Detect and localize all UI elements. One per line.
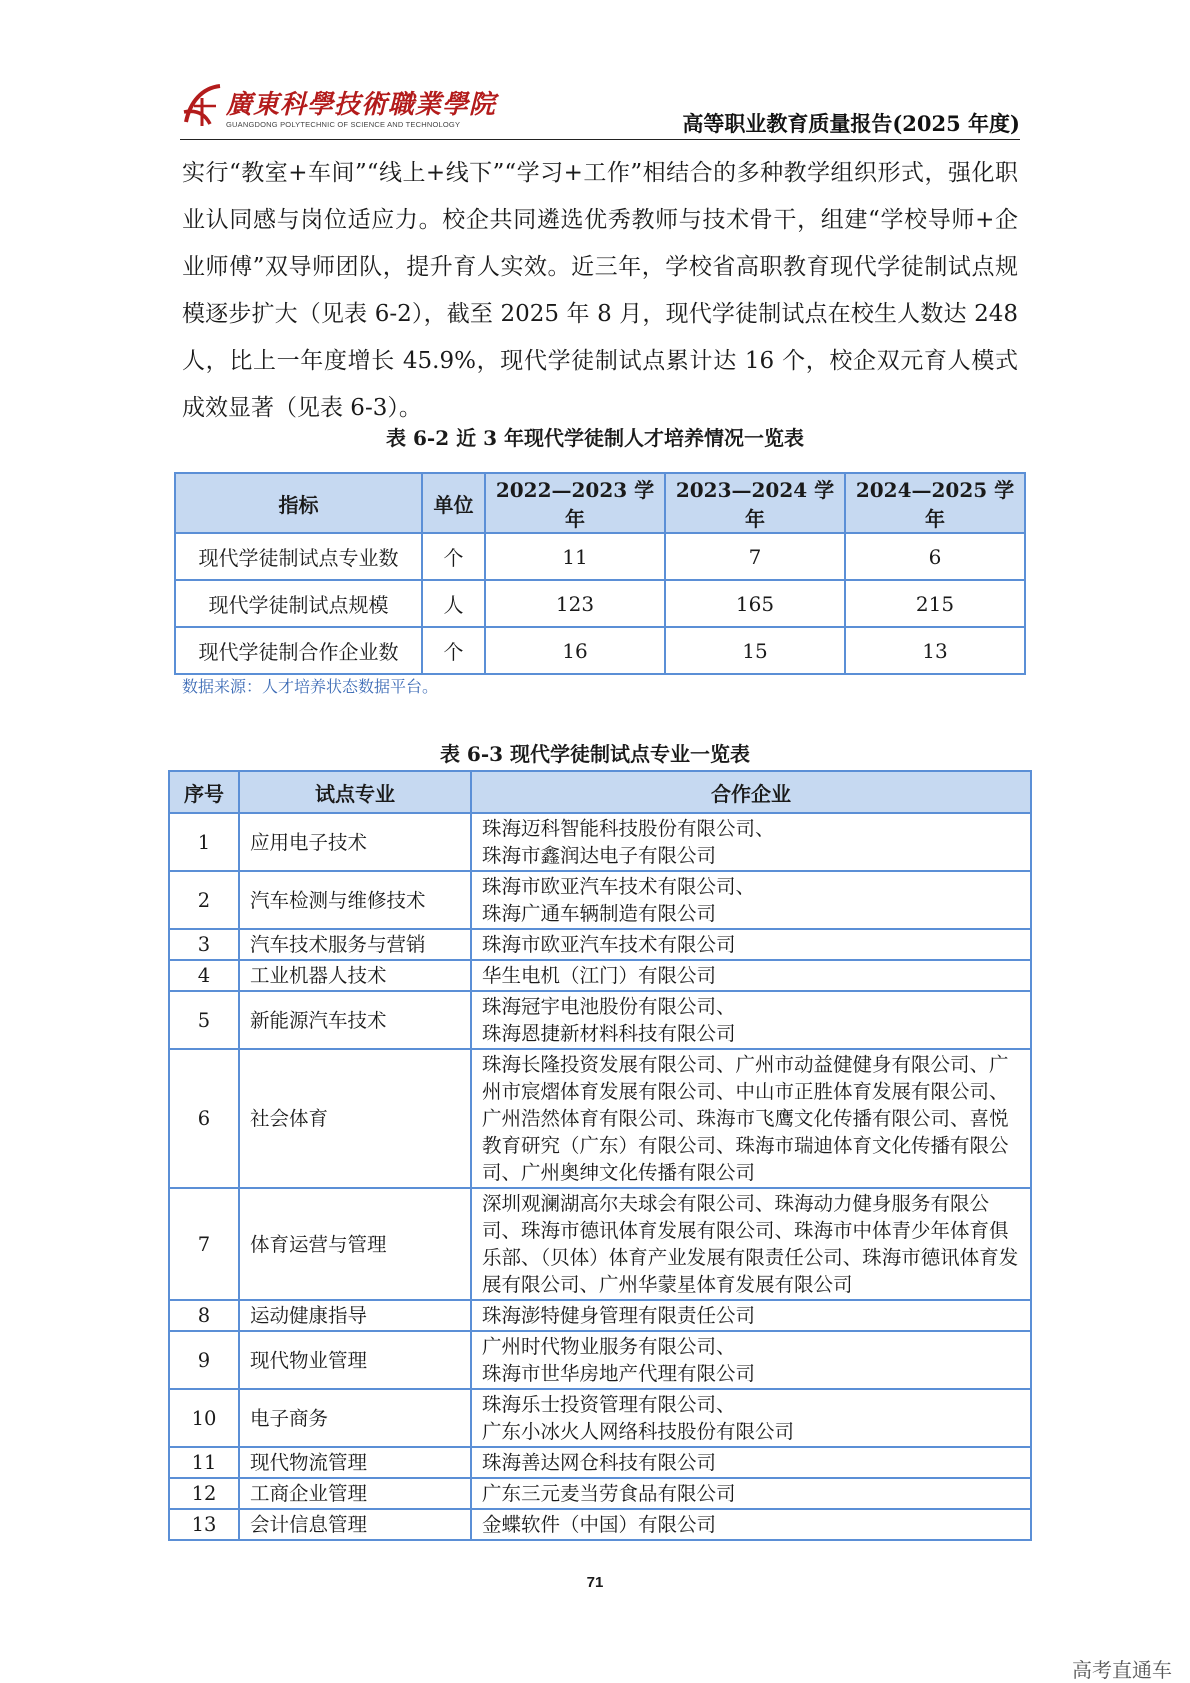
partner-enterprises: 珠海市欧亚汽车技术有限公司 [471,929,1031,960]
partner-enterprises: 广东三元麦当劳食品有限公司 [471,1478,1031,1509]
partner-enterprises: 珠海冠宇电池股份有限公司、 珠海恩捷新材料科技有限公司 [471,991,1031,1049]
cell: 人 [422,580,485,627]
partner-enterprises: 广州时代物业服务有限公司、 珠海市世华房地产代理有限公司 [471,1331,1031,1389]
table-6-2 [174,472,1026,675]
header-year-2023: 2023—2024 学年 [665,473,845,533]
cell: 123 [485,580,665,627]
logo-english-name: GUANGDONG POLYTECHNIC OF SCIENCE AND TECHNOLOGY [226,120,461,129]
row-index: 3 [169,929,239,960]
row-index: 10 [169,1389,239,1447]
cell: 7 [665,533,845,580]
header-unit: 单位 [422,473,485,533]
pilot-major: 社会体育 [239,1049,471,1188]
data-source-note: 数据来源：人才培养状态数据平台。 [182,677,439,696]
row-index: 2 [169,871,239,929]
header-index: 序号 [169,771,239,813]
pilot-major: 工业机器人技术 [239,960,471,991]
page-number: 71 [586,1574,604,1591]
table-row [169,1331,1031,1389]
cell: 11 [485,533,665,580]
table-row [169,871,1031,929]
partner-enterprises: 珠海市欧亚汽车技术有限公司、 珠海广通车辆制造有限公司 [471,871,1031,929]
row-index: 7 [169,1188,239,1300]
pilot-major: 汽车技术服务与营销 [239,929,471,960]
table-row [169,1389,1031,1447]
pilot-major: 应用电子技术 [239,813,471,871]
table-row [169,1509,1031,1540]
cell: 个 [422,533,485,580]
row-index: 6 [169,1049,239,1188]
table-row [175,627,1025,674]
cell: 现代学徒制合作企业数 [175,627,422,674]
partner-enterprises: 珠海迈科智能科技股份有限公司、 珠海市鑫润达电子有限公司 [471,813,1031,871]
cell: 165 [665,580,845,627]
partner-enterprises: 华生电机（江门）有限公司 [471,960,1031,991]
cell: 13 [845,627,1025,674]
table-row [169,1049,1031,1188]
table-row [169,1478,1031,1509]
partner-enterprises: 金蝶软件（中国）有限公司 [471,1509,1031,1540]
pilot-major: 体育运营与管理 [239,1188,471,1300]
body-text [182,150,1018,432]
header-pilot-major: 试点专业 [239,771,471,813]
row-index: 9 [169,1331,239,1389]
pilot-major: 工商企业管理 [239,1478,471,1509]
cell: 现代学徒制试点规模 [175,580,422,627]
table-row [175,580,1025,627]
table-row [169,991,1031,1049]
cell: 6 [845,533,1025,580]
header-divider [180,139,1020,140]
table-row [175,533,1025,580]
body-paragraph: 实行“教室+车间”“线上+线下”“学习+工作”相结合的多种教学组织形式，强化职业认同感与岗位适应力。校企共同遴选优秀教师与技术骨干，组建“学校导师+企业师傅”双导师团队，提升育人实效。近三年，学校省高职教育现代学徒制试点规模逐步扩大（见表 6-2），截至 2025 年 8 月，现代学徒制试点在校生人数达 248 人，比上一年度增长 45.9%，现代学徒制试点累计达 16 个，校企双元育人模式成效显著（见表 6-3）。 [182,160,1018,421]
row-index: 8 [169,1300,239,1331]
pilot-major: 运动健康指导 [239,1300,471,1331]
partner-enterprises: 珠海善达网仓科技有限公司 [471,1447,1031,1478]
logo-chinese-name: 廣東科學技術職業學院 [226,90,497,120]
table-row [169,929,1031,960]
cell: 15 [665,627,845,674]
header-year-2022: 2022—2023 学年 [485,473,665,533]
pilot-major: 电子商务 [239,1389,471,1447]
row-index: 13 [169,1509,239,1540]
row-index: 11 [169,1447,239,1478]
report-title: 高等职业教育质量报告(2025 年度) [682,111,1020,136]
row-index: 1 [169,813,239,871]
partner-enterprises: 珠海乐士投资管理有限公司、 广东小冰火人网络科技股份有限公司 [471,1389,1031,1447]
header-year-2024: 2024—2025 学年 [845,473,1025,533]
table-row [169,813,1031,871]
school-logo [180,82,497,134]
table-6-3 [168,770,1032,1541]
table-row [169,960,1031,991]
table-row [169,1447,1031,1478]
row-index: 4 [169,960,239,991]
watermark: 高考直通车 [1072,1660,1172,1682]
row-index: 12 [169,1478,239,1509]
table-row [169,1188,1031,1300]
row-index: 5 [169,991,239,1049]
cell: 个 [422,627,485,674]
table-header-row [169,771,1031,813]
table-row [169,1300,1031,1331]
pilot-major: 汽车检测与维修技术 [239,871,471,929]
pilot-major: 现代物业管理 [239,1331,471,1389]
partner-enterprises: 珠海澎特健身管理有限责任公司 [471,1300,1031,1331]
cell: 16 [485,627,665,674]
pilot-major: 新能源汽车技术 [239,991,471,1049]
header-partner-enterprise: 合作企业 [471,771,1031,813]
table-6-3-caption: 表 6-3 现代学徒制试点专业一览表 [439,742,751,766]
partner-enterprises: 珠海长隆投资发展有限公司、广州市动益健健身有限公司、广州市宸熠体育发展有限公司、中山市正胜体育发展有限公司、广州浩然体育有限公司、珠海市飞鹰文化传播有限公司、喜悦教育研究（广东）有限公司、珠海市瑞迪体育文化传播有限公司、广州奥绅文化传播有限公司 [471,1049,1031,1188]
school-emblem-icon [180,82,224,128]
table-6-2-caption: 表 6-2 近 3 年现代学徒制人才培养情况一览表 [386,426,804,450]
table-header-row [175,473,1025,533]
header-indicator: 指标 [175,473,422,533]
cell: 215 [845,580,1025,627]
pilot-major: 会计信息管理 [239,1509,471,1540]
partner-enterprises: 深圳观澜湖高尔夫球会有限公司、珠海动力健身服务有限公司、珠海市德讯体育发展有限公司、珠海市中体青少年体育俱乐部、（贝体）体育产业发展有限责任公司、珠海市德讯体育发展有限公司、广州华蒙星体育发展有限公司 [471,1188,1031,1300]
cell: 现代学徒制试点专业数 [175,533,422,580]
pilot-major: 现代物流管理 [239,1447,471,1478]
